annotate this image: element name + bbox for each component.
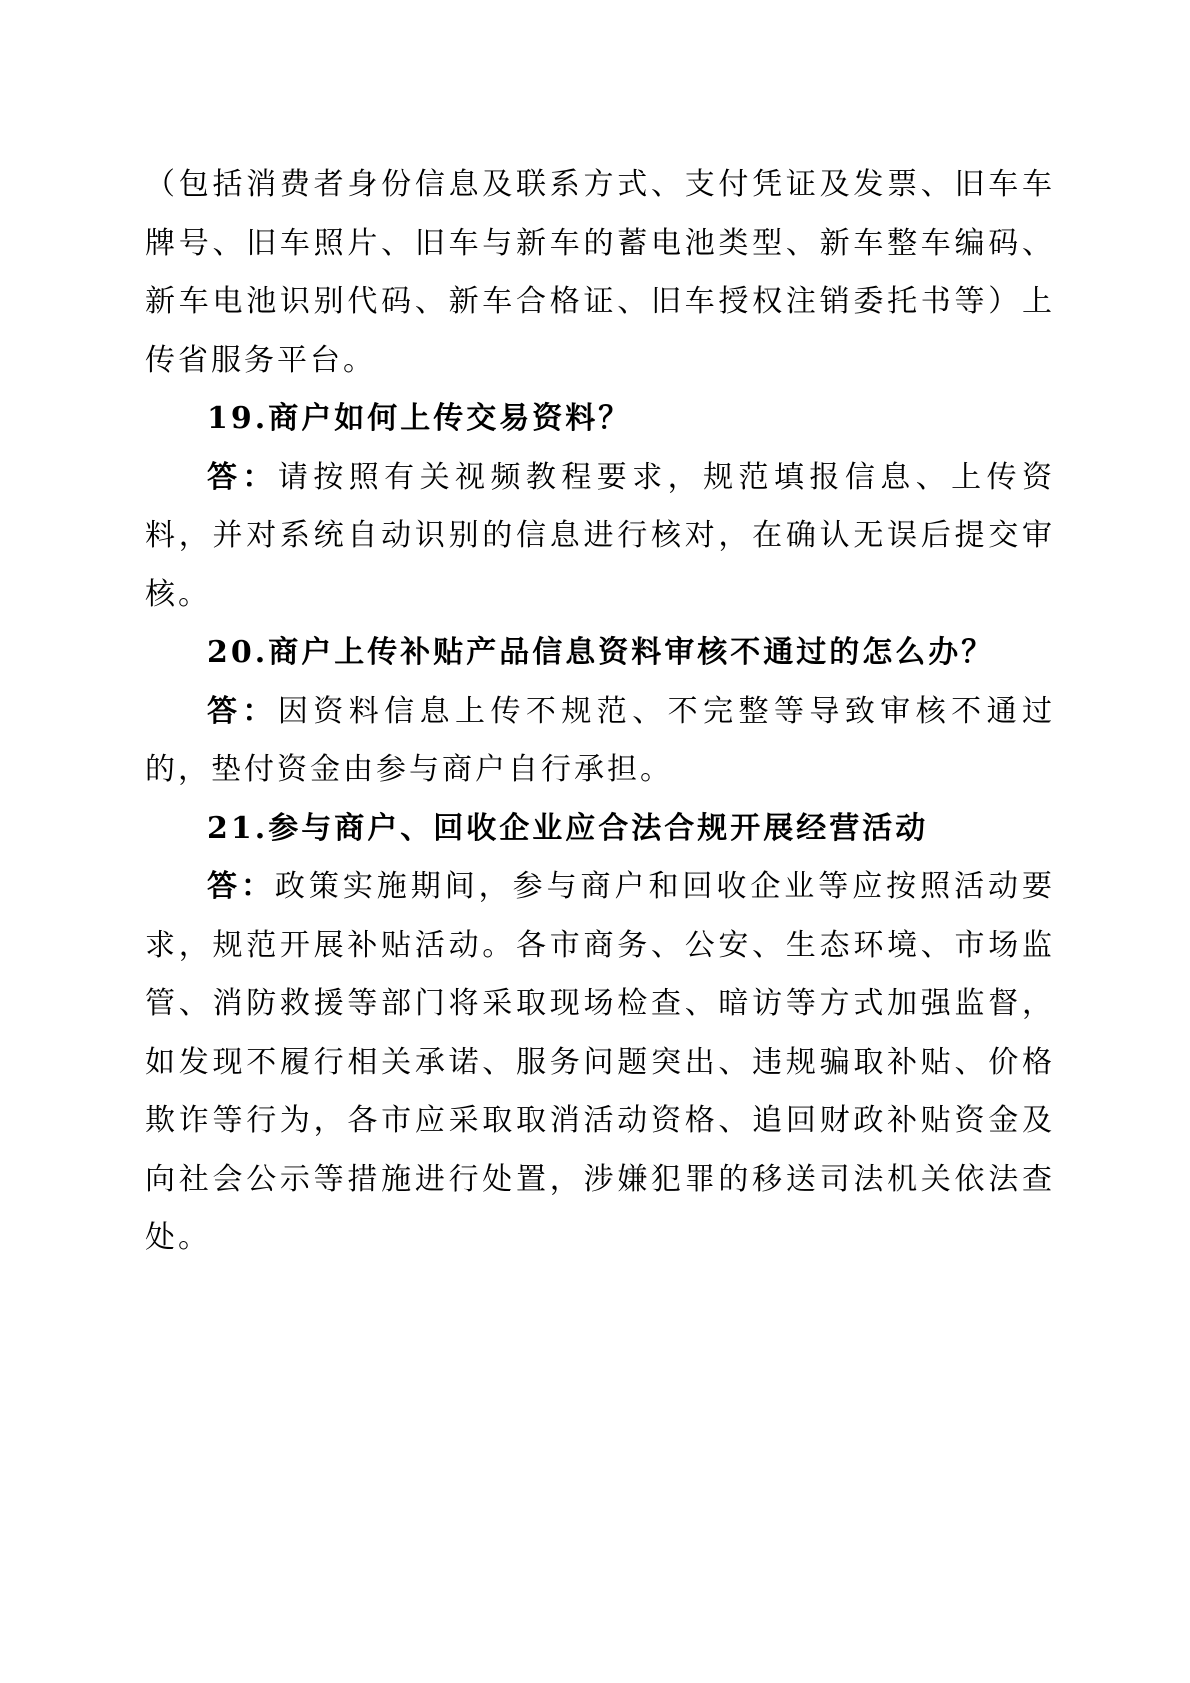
question-21-heading: 21.参与商户、回收企业应合法合规开展经营活动 xyxy=(207,810,929,846)
question-20-heading: 20.商户上传补贴产品信息资料审核不通过的怎么办？ xyxy=(207,635,995,670)
document-body xyxy=(145,156,1055,1268)
intro-paragraph: （包括消费者身份信息及联系方式、支付凭证及发票、旧车车牌号、旧车照片、旧车与新车的蓄电池类型、新车整车编码、新车电池识别代码、新车合格证、旧车授权注销委托书等）上传省服务平台。 xyxy=(145,167,1055,378)
answer-19-label: 答： xyxy=(207,459,278,495)
answer-21-text: 政策实施期间，参与商户和回收企业等应按照活动要求，规范开展补贴活动。各市商务、公安、生态环境、市场监管、消防救援等部门将采取现场检查、暗访等方式加强监督，如发现不履行相关承诺、服务问题突出、违规骗取补贴、价格欺诈等行为，各市应采取取消活动资格、追回财政补贴资金及向社会公示等措施进行处置，涉嫌犯罪的移送司法机关依法查处。 xyxy=(145,869,1056,1255)
answer-19-paragraph xyxy=(145,449,1055,625)
answer-20-paragraph xyxy=(145,683,1055,800)
answer-21-paragraph xyxy=(145,858,1055,1268)
answer-19-text: 请按照有关视频教程要求，规范填报信息、上传资料，并对系统自动识别的信息进行核对，在确认无误后提交审核。 xyxy=(145,459,1056,612)
answer-20-label: 答： xyxy=(207,693,278,729)
answer-21-label: 答： xyxy=(207,869,275,904)
question-19-heading: 19.商户如何上传交易资料？ xyxy=(207,401,632,436)
answer-20-text: 因资料信息上传不规范、不完整等导致审核不通过的，垫付资金由参与商户自行承担。 xyxy=(145,693,1056,787)
